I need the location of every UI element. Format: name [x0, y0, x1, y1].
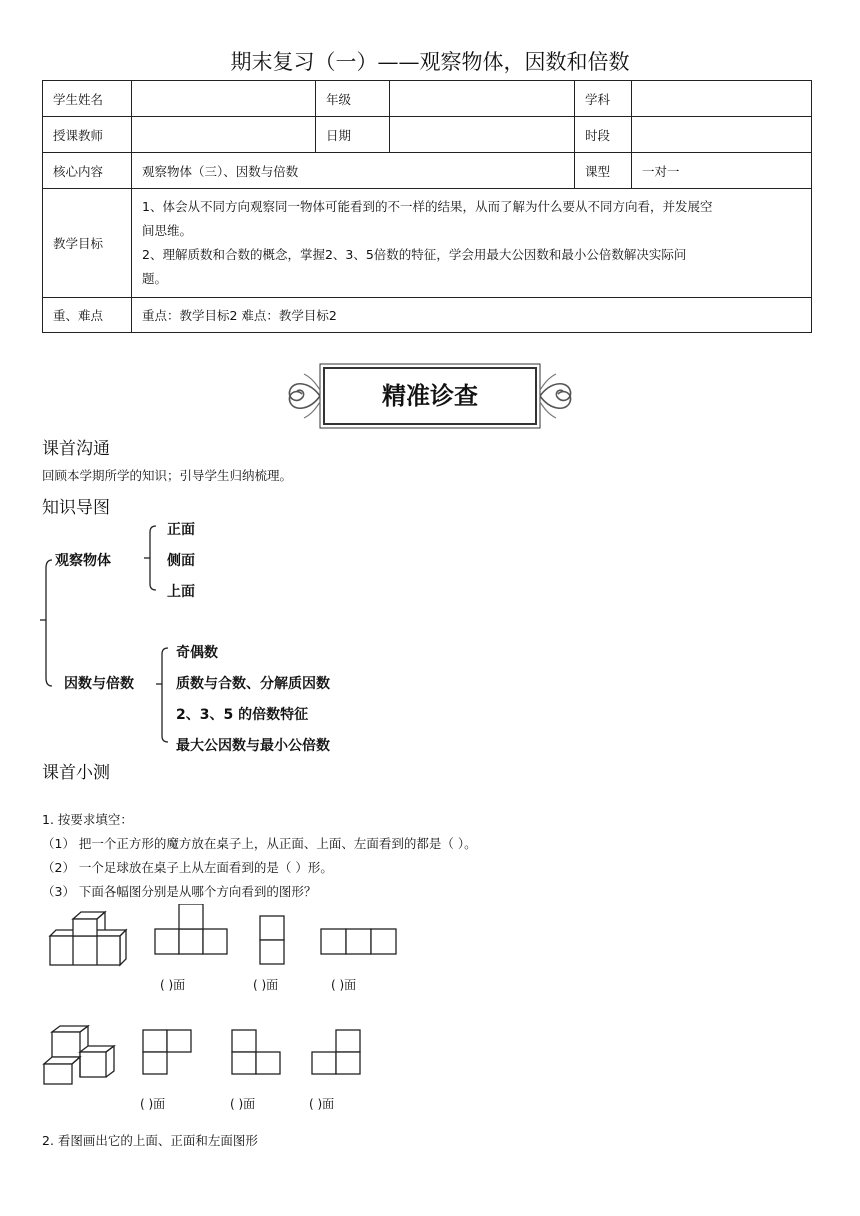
figure-row-1: [40, 904, 410, 976]
question-2: 2. 看图画出它的上面、正面和左面图形: [42, 1133, 258, 1148]
quiz-heading: 课首小测: [42, 763, 110, 783]
answer-blank-e[interactable]: ( )面: [230, 1097, 256, 1111]
subject-value[interactable]: [632, 81, 812, 117]
answer-blank-c[interactable]: ( )面: [331, 978, 357, 992]
question-1-2: （2） 一个足球放在桌子上从左面看到的是（ ）形。: [42, 860, 333, 875]
mindmap-item-gcd-lcm: 最大公因数与最小公倍数: [176, 738, 330, 754]
key-value: 重点：教学目标2 难点：教学目标2: [132, 298, 812, 333]
date-label: 日期: [316, 117, 390, 153]
figure-row-2: [40, 1022, 380, 1090]
grade-label: 年级: [316, 81, 390, 117]
key-label: 重、难点: [43, 298, 132, 333]
goal-line-2a: 2、理解质数和合数的概念，掌握2、3、5倍数的特征，学会用最大公因数和最小公倍数解决实际问: [142, 247, 687, 262]
intro-heading: 课首沟通: [42, 439, 110, 459]
goal-line-2b: 题。: [142, 271, 168, 286]
intro-text: 回顾本学期所学的知识；引导学生归纳梳理。: [42, 468, 293, 483]
mindmap-item-side: 侧面: [167, 553, 195, 569]
mindmap-branch-observe: 观察物体: [55, 553, 111, 569]
goal-value: [132, 189, 812, 298]
mindmap-item-top: 上面: [167, 584, 195, 600]
document-title: 期末复习（一）——观察物体，因数和倍数: [230, 50, 630, 74]
mindmap-item-odd-even: 奇偶数: [176, 645, 218, 661]
cube-stack-2: [44, 1026, 114, 1084]
section-banner: [284, 360, 576, 432]
answer-blank-f[interactable]: ( )面: [309, 1097, 335, 1111]
mindmap-heading: 知识导图: [42, 498, 110, 518]
core-value: 观察物体（三）、因数与倍数: [132, 153, 575, 189]
goal-label: 教学目标: [43, 189, 132, 298]
goal-line-1a: 1、体会从不同方向观察同一物体可能看到的不一样的结果，从而了解为什么要从不同方向看，并发展空: [142, 199, 713, 214]
cube-stack-1: [50, 912, 126, 965]
teacher-value[interactable]: [132, 117, 316, 153]
goal-line-1b: 间思维。: [142, 223, 193, 238]
info-table: [42, 80, 812, 333]
answer-blank-a[interactable]: ( )面: [160, 978, 186, 992]
view-f-shape: [312, 1030, 360, 1074]
question-1-1: （1） 把一个正方形的魔方放在桌子上，从正面、上面、左面看到的都是（ ）。: [42, 836, 477, 851]
view-a-shape: [155, 904, 227, 954]
type-label: 课型: [575, 153, 632, 189]
grade-value[interactable]: [390, 81, 575, 117]
view-d-shape: [143, 1030, 191, 1074]
period-label: 时段: [575, 117, 632, 153]
teacher-label: 授课教师: [43, 117, 132, 153]
core-label: 核心内容: [43, 153, 132, 189]
answer-blank-d[interactable]: ( )面: [140, 1097, 166, 1111]
type-value: 一对一: [632, 153, 812, 189]
question-1-3: （3） 下面各幅图分别是从哪个方向看到的图形？: [42, 884, 317, 899]
mindmap-item-front: 正面: [167, 522, 195, 538]
banner-title: 精准诊查: [382, 381, 478, 410]
subject-label: 学科: [575, 81, 632, 117]
student-label: 学生姓名: [43, 81, 132, 117]
period-value[interactable]: [632, 117, 812, 153]
date-value[interactable]: [390, 117, 575, 153]
student-value[interactable]: [132, 81, 316, 117]
mindmap-item-multiples: 2、3、5 的倍数特征: [176, 707, 309, 723]
view-e-shape: [232, 1030, 280, 1074]
answer-blank-b[interactable]: ( )面: [253, 978, 279, 992]
mindmap-branch-factors: 因数与倍数: [64, 676, 134, 692]
mindmap-item-primes: 质数与合数、分解质因数: [176, 676, 330, 692]
view-c-shape: [321, 929, 396, 954]
question-1: 1. 按要求填空：: [42, 812, 133, 827]
view-b-shape: [260, 916, 284, 964]
